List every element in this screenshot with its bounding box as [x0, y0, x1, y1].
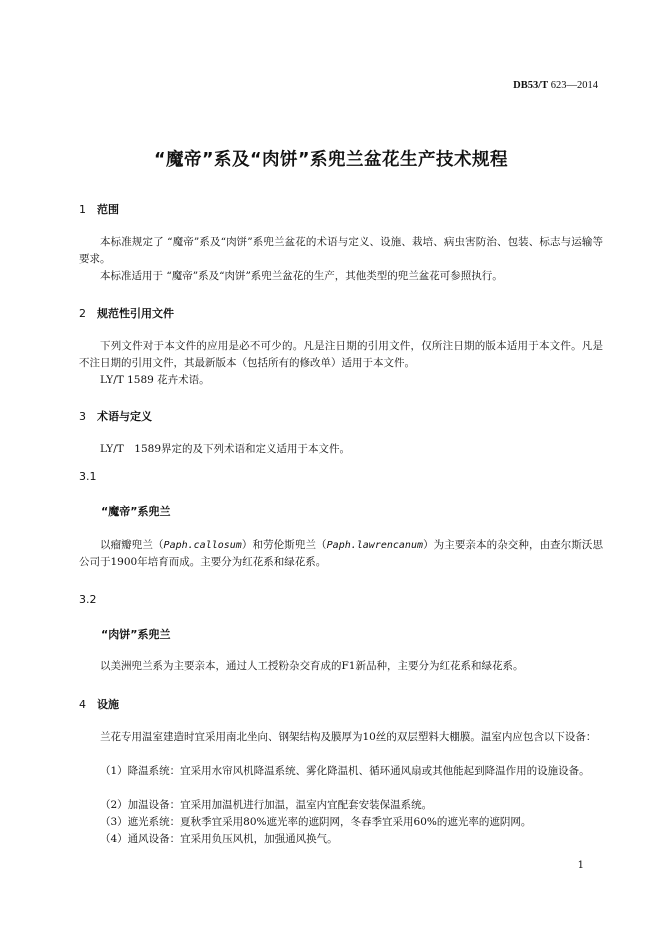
section-4-item-4: （4）通风设备：宜采用负压风机，加强通风换气。 [100, 833, 338, 845]
standard-code-number: 623—2014 [548, 80, 598, 91]
section-number: 4 [79, 698, 86, 711]
section-4-item-2: （2）加温设备：宜采用加温机进行加温，温室内宜配套安装保温系统。 [100, 799, 433, 811]
section-number: 1 [79, 203, 86, 216]
definition-text: ）和劳伦斯兜兰（ [241, 539, 327, 551]
subsection-3-2-number: 3.2 [79, 593, 97, 606]
term-modi-paphiopedilum: “魔帝”系兜兰 [101, 505, 171, 518]
section-2-paragraph-2: LY/T 1589 花卉术语。 [100, 374, 210, 386]
definition-text: ）为主要亲本的杂交种，由查尔斯沃思公司于1900年培育而成。主要分为红花系和绿花系。 [79, 539, 604, 568]
page-number: 1 [577, 860, 584, 871]
section-4-item-1: （1）降温系统：宜采用水帘风机降温系统、雾化降温机、循环通风扇或其他能起到降温作用的设施设备。 [100, 765, 590, 777]
section-1-paragraph-2: 本标准适用于 “魔帝”系及“肉饼”系兜兰盆花的生产，其他类型的兜兰盆花可参照执行。 [100, 270, 503, 282]
latin-name-callosum: Paph.callosum [163, 540, 242, 551]
document-title: “魔帝”系及“肉饼”系兜兰盆花生产技术规程 [153, 150, 508, 170]
section-4-paragraph-1: 兰花专用温室建造时宜采用南北坐向、钢架结构及膜厚为10丝的双层塑料大棚膜。温室内应包含以下设备： [100, 731, 597, 743]
section-title: 术语与定义 [97, 410, 152, 423]
subsection-3-1-number: 3.1 [79, 470, 97, 483]
definition-text: 以瘤瓣兜兰（ [100, 539, 164, 551]
section-1-heading [79, 201, 119, 217]
section-4-item-3: （3）遮光系统：夏秋季宜采用80%遮光率的遮阴网，冬春季宜采用60%的遮光率的遮阴网。 [100, 816, 532, 828]
section-2-heading [79, 305, 174, 321]
section-title: 范围 [97, 203, 119, 216]
section-2-paragraph-1: 下列文件对于本文件的应用是必不可少的。凡是注日期的引用文件，仅所注日期的版本适用于本文件。凡是不注日期的引用文件，其最新版本（包括所有的修改单）适用于本文件。 [79, 340, 603, 369]
section-number: 2 [79, 307, 86, 320]
term-3-2-definition: 以美洲兜兰系为主要亲本，通过人工授粉杂交育成的F1新品种，主要分为红花系和绿花系。 [100, 660, 524, 672]
section-3-paragraph-1: LY/T 1589界定的及下列术语和定义适用于本文件。 [100, 443, 350, 455]
standard-code [513, 80, 598, 91]
standard-code-prefix: DB53/T [513, 80, 549, 91]
section-1-paragraph-1: 本标准规定了 “魔帝”系及“肉饼”系兜兰盆花的术语与定义、设施、栽培、病虫害防治、包装、标志与运输等要求。 [79, 236, 603, 265]
section-number: 3 [79, 410, 86, 423]
section-3-heading [79, 408, 152, 424]
section-title: 规范性引用文件 [97, 307, 174, 320]
term-roubing-paphiopedilum: “肉饼”系兜兰 [101, 628, 171, 641]
section-4-heading [79, 696, 119, 712]
latin-name-lawrencanum: Paph.lawrencanum [326, 540, 423, 551]
term-3-1-definition [79, 537, 603, 571]
section-title: 设施 [97, 698, 119, 711]
